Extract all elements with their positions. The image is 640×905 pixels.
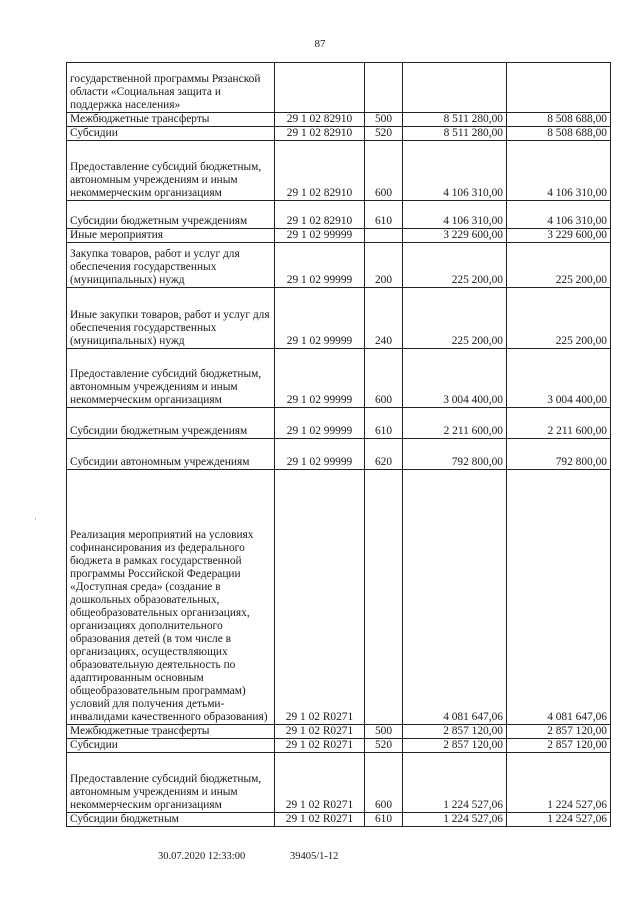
row-code: 29 1 02 R0271: [275, 813, 365, 827]
row-name: Иные закупки товаров, работ и услуг для обеспечения государственных (муниципальных) нужд: [67, 288, 275, 349]
row-code: 29 1 02 R0271: [275, 725, 365, 739]
table-row: [67, 470, 611, 725]
row-sum-1: 2 857 120,00: [403, 725, 507, 739]
row-vr: 500: [365, 725, 403, 739]
row-code: [275, 63, 365, 113]
footer-date: 30.07.2020 12:33:00: [158, 851, 246, 862]
row-sum-2: 792 800,00: [507, 439, 611, 470]
table-row: [67, 141, 611, 201]
row-sum-2: 4 106 310,00: [507, 201, 611, 229]
row-name: Закупка товаров, работ и услуг для обеспечения государственных (муниципальных) нужд: [67, 243, 275, 288]
footer-doc-number: 39405/1-12: [290, 851, 339, 862]
row-sum-2: [507, 63, 611, 113]
row-name: Субсидии бюджетным учреждениям: [67, 201, 275, 229]
row-sum-1: 792 800,00: [403, 439, 507, 470]
row-code: 29 1 02 99999: [275, 229, 365, 243]
row-vr: 600: [365, 349, 403, 408]
table-row: [67, 63, 611, 113]
row-sum-1: 1 224 527,06: [403, 753, 507, 813]
row-name: Межбюджетные трансферты: [67, 113, 275, 127]
row-sum-2: 225 200,00: [507, 243, 611, 288]
row-vr: [365, 229, 403, 243]
row-code: 29 1 02 82910: [275, 127, 365, 141]
row-sum-2: 3 229 600,00: [507, 229, 611, 243]
row-name: Предоставление субсидий бюджетным, автономным учреждениям и иным некоммерческим организациям: [67, 141, 275, 201]
row-sum-1: 8 511 280,00: [403, 113, 507, 127]
row-vr: 240: [365, 288, 403, 349]
row-code: 29 1 02 99999: [275, 439, 365, 470]
row-sum-2: 2 857 120,00: [507, 739, 611, 753]
row-sum-2: 3 004 400,00: [507, 349, 611, 408]
table-row: [67, 408, 611, 439]
row-name: Субсидии бюджетным: [67, 813, 275, 827]
row-sum-2: 8 508 688,00: [507, 127, 611, 141]
row-sum-1: 3 229 600,00: [403, 229, 507, 243]
table-row: [67, 439, 611, 470]
row-sum-1: 225 200,00: [403, 288, 507, 349]
table-row: [67, 349, 611, 408]
row-vr: 610: [365, 201, 403, 229]
row-sum-2: 225 200,00: [507, 288, 611, 349]
row-vr: [365, 63, 403, 113]
budget-table: [66, 62, 611, 827]
row-name: Реализация мероприятий на условиях софинансирования из федерального бюджета в рамках государственной программы Российской Федерации «Доступная среда» (создание в дошкольных образовательных, общеобразовательных организациях, организациях дополнительного образования детей (в том числе в организациях, осуществляющих образовательную деятельность по адаптированным основным общеобразовательным программам) условий для получения детьми-инвалидами качественного образования): [67, 470, 275, 725]
row-code: 29 1 02 82910: [275, 201, 365, 229]
row-vr: 610: [365, 408, 403, 439]
row-vr: 620: [365, 439, 403, 470]
row-name: Субсидии: [67, 127, 275, 141]
page-number: 87: [314, 38, 326, 50]
table-row: [67, 229, 611, 243]
row-sum-2: 2 211 600,00: [507, 408, 611, 439]
row-vr: 600: [365, 753, 403, 813]
row-name: Иные мероприятия: [67, 229, 275, 243]
row-code: 29 1 02 R0271: [275, 739, 365, 753]
row-sum-1: 8 511 280,00: [403, 127, 507, 141]
row-code: 29 1 02 82910: [275, 113, 365, 127]
table-row: [67, 243, 611, 288]
row-sum-2: 4 106 310,00: [507, 141, 611, 201]
row-sum-1: 3 004 400,00: [403, 349, 507, 408]
row-sum-1: 2 857 120,00: [403, 739, 507, 753]
row-name: Субсидии бюджетным учреждениям: [67, 408, 275, 439]
row-name: Межбюджетные трансферты: [67, 725, 275, 739]
row-code: 29 1 02 R0271: [275, 753, 365, 813]
table-row: [67, 288, 611, 349]
row-sum-2: 1 224 527,06: [507, 753, 611, 813]
row-code: 29 1 02 99999: [275, 408, 365, 439]
row-vr: 600: [365, 141, 403, 201]
table-row: [67, 725, 611, 739]
row-sum-2: 2 857 120,00: [507, 725, 611, 739]
row-vr: 610: [365, 813, 403, 827]
row-name: Субсидии: [67, 739, 275, 753]
margin-mark: ·: [34, 514, 37, 524]
row-sum-1: 4 081 647,06: [403, 470, 507, 725]
row-sum-1: 225 200,00: [403, 243, 507, 288]
row-vr: 500: [365, 113, 403, 127]
row-vr: 520: [365, 739, 403, 753]
row-name: Предоставление субсидий бюджетным, автономным учреждениям и иным некоммерческим организациям: [67, 349, 275, 408]
row-sum-1: 4 106 310,00: [403, 201, 507, 229]
row-sum-1: 1 224 527,06: [403, 813, 507, 827]
table-row: [67, 113, 611, 127]
table-row: [67, 753, 611, 813]
row-code: 29 1 02 99999: [275, 243, 365, 288]
table-row: [67, 813, 611, 827]
row-vr: 200: [365, 243, 403, 288]
row-code: 29 1 02 82910: [275, 141, 365, 201]
row-vr: 520: [365, 127, 403, 141]
row-code: 29 1 02 R0271: [275, 470, 365, 725]
row-name: государственной программы Рязанской области «Социальная защита и поддержка населения»: [67, 63, 275, 113]
table-row: [67, 127, 611, 141]
table-row: [67, 739, 611, 753]
row-sum-2: 4 081 647,06: [507, 470, 611, 725]
row-name: Предоставление субсидий бюджетным, автономным учреждениям и иным некоммерческим организациям: [67, 753, 275, 813]
row-sum-1: 4 106 310,00: [403, 141, 507, 201]
row-vr: [365, 470, 403, 725]
row-sum-1: 2 211 600,00: [403, 408, 507, 439]
row-code: 29 1 02 99999: [275, 288, 365, 349]
table-row: [67, 201, 611, 229]
row-sum-1: [403, 63, 507, 113]
row-sum-2: 1 224 527,06: [507, 813, 611, 827]
row-name: Субсидии автономным учреждениям: [67, 439, 275, 470]
row-sum-2: 8 508 688,00: [507, 113, 611, 127]
row-code: 29 1 02 99999: [275, 349, 365, 408]
